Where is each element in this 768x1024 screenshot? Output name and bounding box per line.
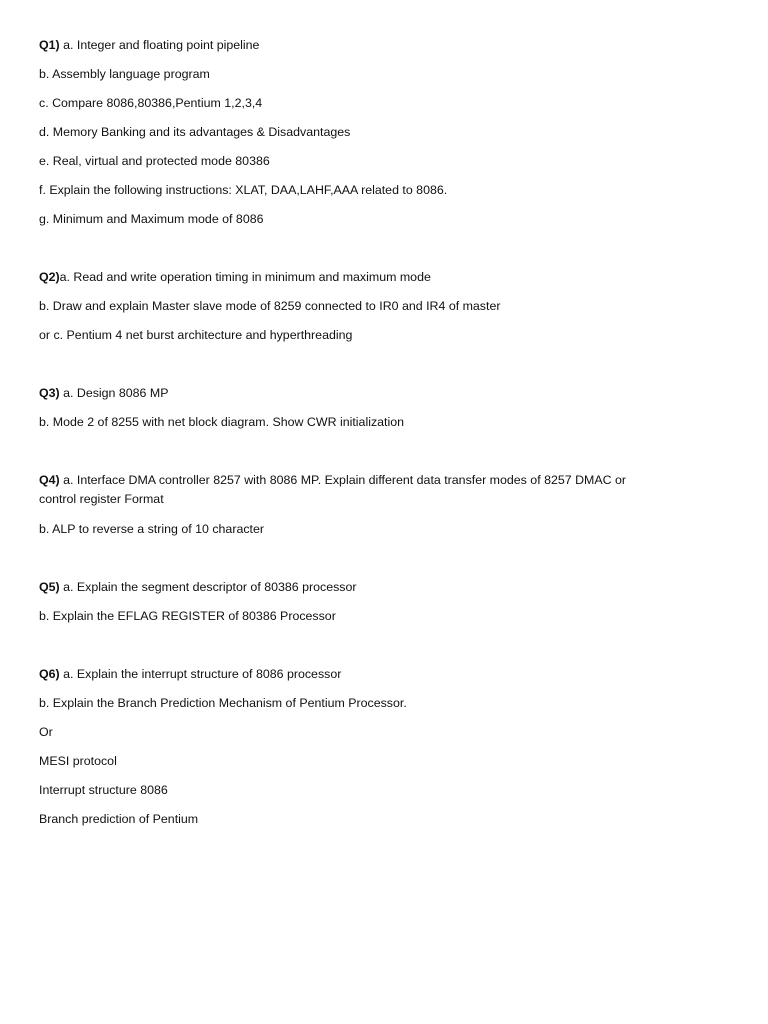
- question-text: a. Explain the segment descriptor of 80386 processor: [59, 580, 357, 594]
- question-6-or: Or: [39, 725, 53, 739]
- question-4-part-a: [39, 471, 659, 509]
- question-5: [39, 578, 659, 636]
- question-number: Q5): [39, 580, 60, 594]
- question-5-part-b: b. Explain the EFLAG REGISTER of 80386 Processor: [39, 609, 336, 623]
- question-6-branch: Branch prediction of Pentium: [39, 812, 199, 826]
- section-spacer: [39, 442, 659, 471]
- question-6-interrupt: Interrupt structure 8086: [39, 783, 168, 797]
- question-number: Q1): [39, 38, 60, 52]
- question-text: a. Integer and floating point pipeline: [59, 38, 260, 52]
- question-6-part-a: [39, 665, 659, 694]
- question-text: a. Explain the interrupt structure of 8086 processor: [59, 667, 342, 681]
- question-number: Q2): [39, 270, 60, 284]
- question-2-part-c: or c. Pentium 4 net burst architecture and hyperthreading: [39, 328, 353, 342]
- section-spacer: [39, 355, 659, 384]
- question-6: [39, 665, 659, 839]
- question-1: [39, 36, 659, 239]
- question-4: [39, 471, 659, 549]
- question-1-part-e: e. Real, virtual and protected mode 80386: [39, 154, 270, 168]
- section-spacer: [39, 239, 659, 268]
- question-6-mesi: MESI protocol: [39, 754, 117, 768]
- document-body: [39, 36, 659, 839]
- question-2-part-a: [39, 268, 659, 297]
- question-4-part-b: b. ALP to reverse a string of 10 character: [39, 522, 264, 536]
- question-number: Q6): [39, 667, 60, 681]
- question-1-part-a: [39, 36, 659, 65]
- question-3-part-b: b. Mode 2 of 8255 with net block diagram. Show CWR initialization: [39, 415, 405, 429]
- question-number: Q4): [39, 473, 60, 487]
- question-1-part-c: c. Compare 8086,80386,Pentium 1,2,3,4: [39, 96, 263, 110]
- question-3: [39, 384, 659, 442]
- question-2: [39, 268, 659, 355]
- question-1-part-f: f. Explain the following instructions: XLAT, DAA,LAHF,AAA related to 8086.: [39, 183, 448, 197]
- section-spacer: [39, 636, 659, 665]
- question-6-part-b: b. Explain the Branch Prediction Mechanism of Pentium Processor.: [39, 696, 407, 710]
- question-text: a. Interface DMA controller 8257 with 8086 MP. Explain different data transfer modes of 8257 DMAC or control register Format: [39, 473, 627, 506]
- question-2-part-b: b. Draw and explain Master slave mode of 8259 connected to IR0 and IR4 of master: [39, 299, 501, 313]
- section-spacer: [39, 549, 659, 578]
- question-5-part-a: [39, 578, 659, 607]
- question-number: Q3): [39, 386, 60, 400]
- question-1-part-g: g. Minimum and Maximum mode of 8086: [39, 212, 264, 226]
- question-text: a. Design 8086 MP: [59, 386, 169, 400]
- question-3-part-a: [39, 384, 659, 413]
- question-text: a. Read and write operation timing in minimum and maximum mode: [59, 270, 431, 284]
- question-1-part-b: b. Assembly language program: [39, 67, 210, 81]
- question-1-part-d: d. Memory Banking and its advantages & Disadvantages: [39, 125, 351, 139]
